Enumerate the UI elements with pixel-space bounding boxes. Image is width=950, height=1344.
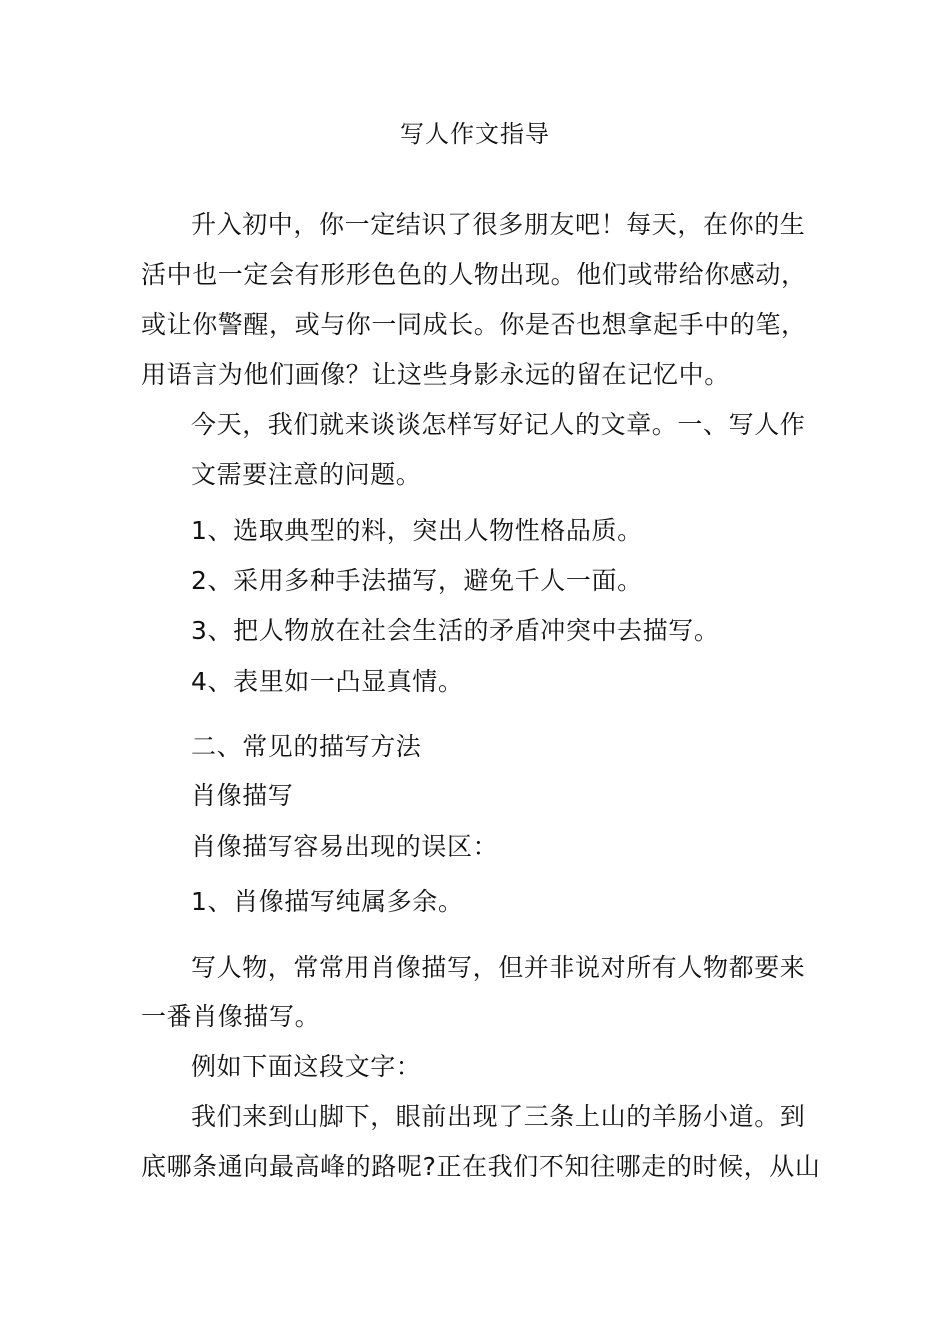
intro-line-1: 升入初中，你一定结识了很多朋友吧！每天，在你的生 [191,210,806,239]
issue-item-1: 1、选取典型的料，突出人物性格品质。 [191,516,643,545]
intro-line-2: 活中也一定会有形形色色的人物出现。他们或带给你感动， [141,260,807,289]
example-line-1: 我们来到山脚下，眼前出现了三条上山的羊肠小道。到 [191,1102,806,1131]
portrait-misconceptions-label: 肖像描写容易出现的误区： [191,832,499,861]
document-title: 写人作文指导 [400,120,550,148]
subheading-portrait: 肖像描写 [191,781,294,810]
example-intro: 例如下面这段文字： [191,1052,422,1081]
section-heading-methods: 二、常见的描写方法 [191,732,422,761]
today-line-2: 文需要注意的问题。 [191,460,422,489]
today-line-1: 今天，我们就来谈谈怎样写好记人的文章。一、写人作 [191,410,806,439]
issue-item-3: 3、把人物放在社会生活的矛盾冲突中去描写。 [191,616,720,645]
intro-line-4: 用语言为他们画像？让这些身影永远的留在记忆中。 [141,360,730,389]
issue-item-2: 2、采用多种手法描写，避免千人一面。 [191,566,643,595]
intro-line-3: 或让你警醒，或与你一同成长。你是否也想拿起手中的笔， [141,310,807,339]
explain-line-1: 写人物，常常用肖像描写，但并非说对所有人物都要来 [191,953,806,982]
issue-item-4: 4、表里如一凸显真情。 [191,667,464,696]
misconception-item-1: 1、肖像描写纯属多余。 [191,887,464,916]
explain-line-2: 一番肖像描写。 [141,1002,321,1031]
example-line-2: 底哪条通向最高峰的路呢?正在我们不知往哪走的时候，从山 [141,1152,821,1181]
